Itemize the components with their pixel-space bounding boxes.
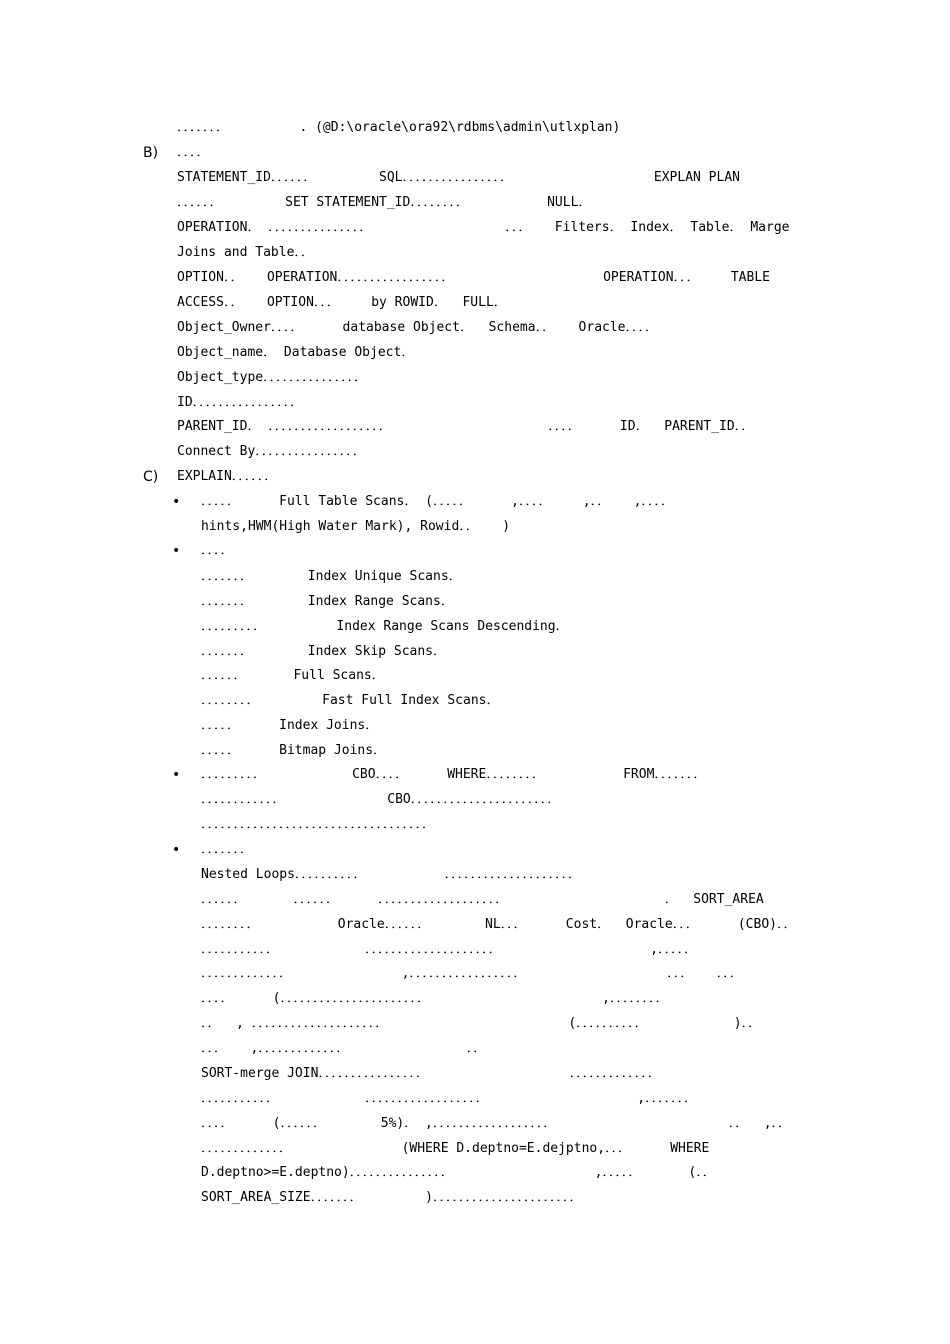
text-line-5: OPERATION． ．．．．．．．．．．．．．．． ．．． Filters． Index． Table． Marge [177,220,790,235]
section-b-heading: ．．．． [177,145,210,160]
text-line-36: ．．．． (．．．．．．．．．．．．．．．．．．．．．． ,．．．．．．．． [201,991,669,1006]
text-line-1: ．．．．．．． . (@D:\oracle\ora92\rdbms\admin\utlxplan) [177,120,621,135]
text-line-25: ．．．．． Index Joins． [201,718,379,733]
section-c-heading: EXPLAIN．．．．．． [177,469,278,484]
text-line-6: Joins and Table．． [177,245,314,260]
text-line-14: Connect By．．．．．．．．．．．．．．．． [177,444,366,459]
text-line-26: ．．．．． Bitmap Joins． [201,743,387,758]
text-line-10: Object_name． Database Object． [177,345,415,360]
text-line-32: ．．．．．． ．．．．．． ．．．．．．．．．．．．．．．．．．． ． SORT_AREA [201,892,764,907]
bullet-1: • [172,494,181,510]
text-line-23: ．．．．．． Full Scans． [201,668,385,683]
text-line-16: ．．．．． Full Table Scans． (．．．．． ,．．．． ,．． ,．．．． [201,494,674,509]
text-line-37: ．． , ．．．．．．．．．．．．．．．．．．．． (．．．．．．．．．． )．． [201,1016,762,1031]
text-line-30: ．．．．．．． [201,842,254,857]
text-line-33: ．．．．．．．． Oracle．．．．．． NL．．． Cost． Oracle．．． (CBO)．． [201,917,797,932]
text-line-3: STATEMENT_ID．．．．．． SQL．．．．．．．．．．．．．．．． EXPLAN PLAN [177,170,740,185]
text-line-20: ．．．．．．． Index Range Scans． [201,594,454,609]
text-line-35: ．．．．．．．．．．．．． ,．．．．．．．．．．．．．．．．． ．．． ．．． [201,966,743,981]
text-line-42: ．．．．．．．．．．．．． (WHERE D.deptno=E.dejptno,．．． WHERE [201,1141,710,1156]
text-line-7: OPTION．． OPERATION．．．．．．．．．．．．．．．．． OPERATION．．． TABLE [177,270,770,285]
text-line-18: ．．．． [201,543,234,558]
text-line-43: D.deptno>=E.deptno)．．．．．．．．．．．．．．． ,．．．．． (．． [201,1165,716,1180]
bullet-2: • [172,543,181,559]
text-line-8: ACCESS．． OPTION．．． by ROWID． FULL． [177,295,507,310]
text-line-31: Nested Loops．．．．．．．．．． ．．．．．．．．．．．．．．．．．．．． [201,867,582,882]
bullet-3: • [172,767,181,783]
text-line-11: Object_type．．．．．．．．．．．．．．． [177,370,368,385]
text-line-13: PARENT_ID． ．．．．．．．．．．．．．．．．．． ．．．． ID． PARENT_ID．． [177,419,755,434]
text-line-21: ．．．．．．．．． Index Range Scans Descending． [201,619,569,634]
text-line-44: SORT_AREA_SIZE．．．．．．． )．．．．．．．．．．．．．．．．．．．．．． [201,1190,583,1205]
text-line-22: ．．．．．．． Index Skip Scans． [201,644,447,659]
text-line-34: ．．．．．．．．．．． ．．．．．．．．．．．．．．．．．．．． ,．．．．． [201,942,698,957]
text-line-4: ．．．．．． SET STATEMENT_ID．．．．．．．． NULL． [177,195,592,210]
text-line-28: ．．．．．．．．．．．． CBO．．．．．．．．．．．．．．．．．．．．．． [201,792,561,807]
text-line-27: ．．．．．．．．． CBO．．．． WHERE．．．．．．．． FROM．．．．．．． [201,767,707,782]
text-line-40: ．．．．．．．．．．． ．．．．．．．．．．．．．．．．．． ,．．．．．．． [201,1091,698,1106]
text-line-29: ．．．．．．．．．．．．．．．．．．．．．．．．．．．．．．．．．．． [201,817,436,832]
text-line-19: ．．．．．．． Index Unique Scans． [201,569,462,584]
text-line-24: ．．．．．．．． Fast Full Index Scans． [201,693,500,708]
text-line-17: hints,HWM(High Water Mark), Rowid．． ) [201,519,511,534]
bullet-4: • [172,842,181,858]
section-marker-c: C) [143,469,159,485]
text-line-12: ID．．．．．．．．．．．．．．．． [177,395,304,410]
section-marker-b: B) [143,145,159,161]
text-line-41: ．．．． (．．．．．． 5%)． ,．．．．．．．．．．．．．．．．．． ．． ,．． [201,1116,792,1131]
text-line-39: SORT-merge JOIN．．．．．．．．．．．．．．．． ．．．．．．．．．．．．． [201,1066,661,1081]
text-line-38: ．．． ,．．．．．．．．．．．．． ．． [201,1041,487,1056]
text-line-9: Object_Owner．．．． database Object． Schema．． Oracle．．．． [177,320,659,335]
